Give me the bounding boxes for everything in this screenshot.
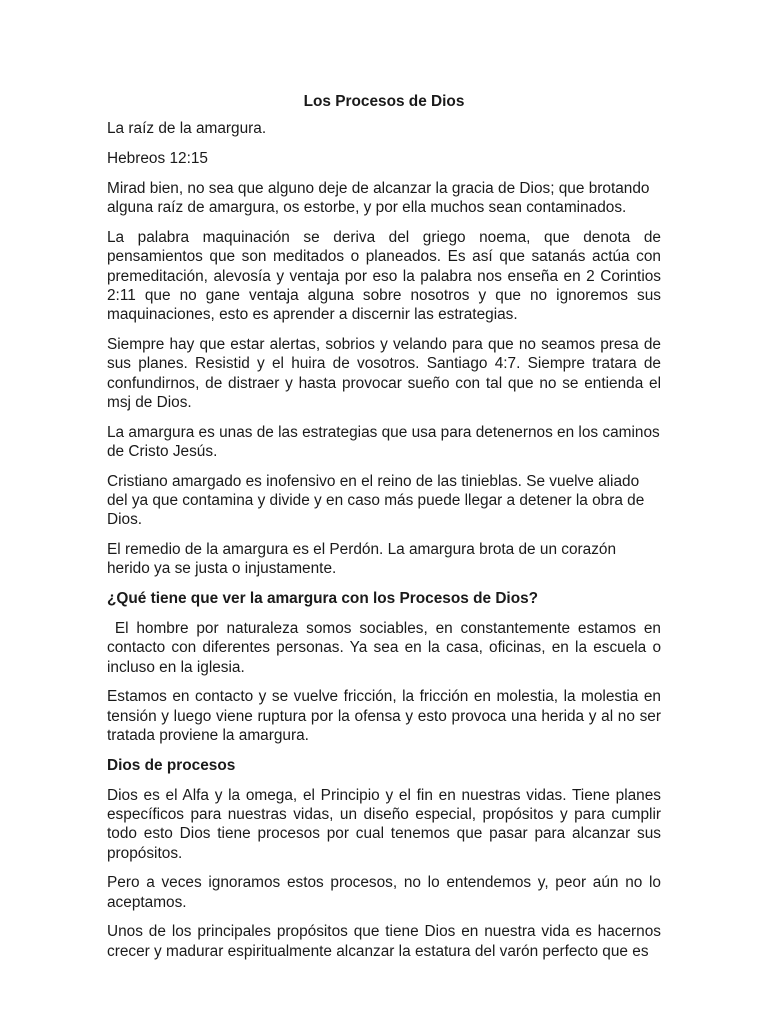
paragraph-reference: Hebreos 12:15 — [107, 150, 208, 168]
paragraph-ignoramos: Pero a veces ignoramos estos procesos, no lo entendemos y, peor aún no lo aceptamos. — [107, 874, 661, 911]
paragraph-friccion: Estamos en contacto y se vuelve fricción, la fricción en molestia, la molestia en tensión y luego viene ruptura por la ofensa y esto provoca una herida y al no ser tratada proviene la amargura. — [107, 688, 661, 745]
document-title: Los Procesos de Dios — [303, 93, 465, 110]
paragraph-remedio: El remedio de la amargura es el Perdón. La amargura brota de un corazón herido ya se justa o injustamente. — [107, 541, 617, 578]
paragraph-propositos: Unos de los principales propósitos que tiene Dios en nuestra vida es hacernos crecer y madurar espiritualmente alcanzar la estatura del varón perfecto que es — [107, 923, 661, 960]
paragraph-naturaleza: El hombre por naturaleza somos sociables, en constantemente estamos en contacto con diferentes personas. Ya sea en la casa, oficinas, en la escuela o incluso en la iglesia. — [107, 620, 666, 676]
section-heading-amargura: ¿Qué tiene que ver la amargura con los Procesos de Dios? — [107, 590, 539, 608]
paragraph-subtitle: La raíz de la amargura. — [107, 120, 267, 138]
paragraph-verse: Mirad bien, no sea que alguno deje de alcanzar la gracia de Dios; que brotando alguna raíz de amargura, os estorbe, y por ella muchos sean contaminados. — [107, 179, 650, 217]
paragraph-alertas: Siempre hay que estar alertas, sobrios y velando para que no seamos presa de sus planes. Resistid y el huira de vosotros. Santiago 4:7. Siempre tratara de confundirnos, de distraer y hasta provocar sueño con tal que no se entienda el msj de Dios. — [107, 335, 661, 411]
paragraph-alfa-omega: Dios es el Alfa y la omega, el Principio y el fin en nuestras vidas. Tiene planes específicos para nuestras vidas, un diseño especial, propósitos y para cumplir todo esto Dios tiene procesos por cual tenemos que pasar para alcanzar sus propósitos. — [107, 786, 661, 862]
paragraph-maquinacion: La palabra maquinación se deriva del griego noema, que denota de pensamientos que son meditados o planeados. Es así que satanás actúa con premeditación, alevosía y ventaja por eso la palabra nos enseña en 2 Corintios 2:11 que no gane ventaja alguna sobre nosotros y que no ignoremos sus maquinaciones, esto es aprender a discernir las estrategias. — [107, 228, 661, 324]
paragraph-estrategias: La amargura es unas de las estrategias que usa para detenernos en los caminos de Cristo Jesús. — [107, 423, 660, 460]
section-heading-dios-de-procesos: Dios de procesos — [107, 756, 236, 774]
paragraph-cristiano-amargado: Cristiano amargado es inofensivo en el reino de las tinieblas. Se vuelve aliado del ya que contamina y divide y en caso más puede llegar a detener la obra de Dios. — [107, 472, 645, 529]
